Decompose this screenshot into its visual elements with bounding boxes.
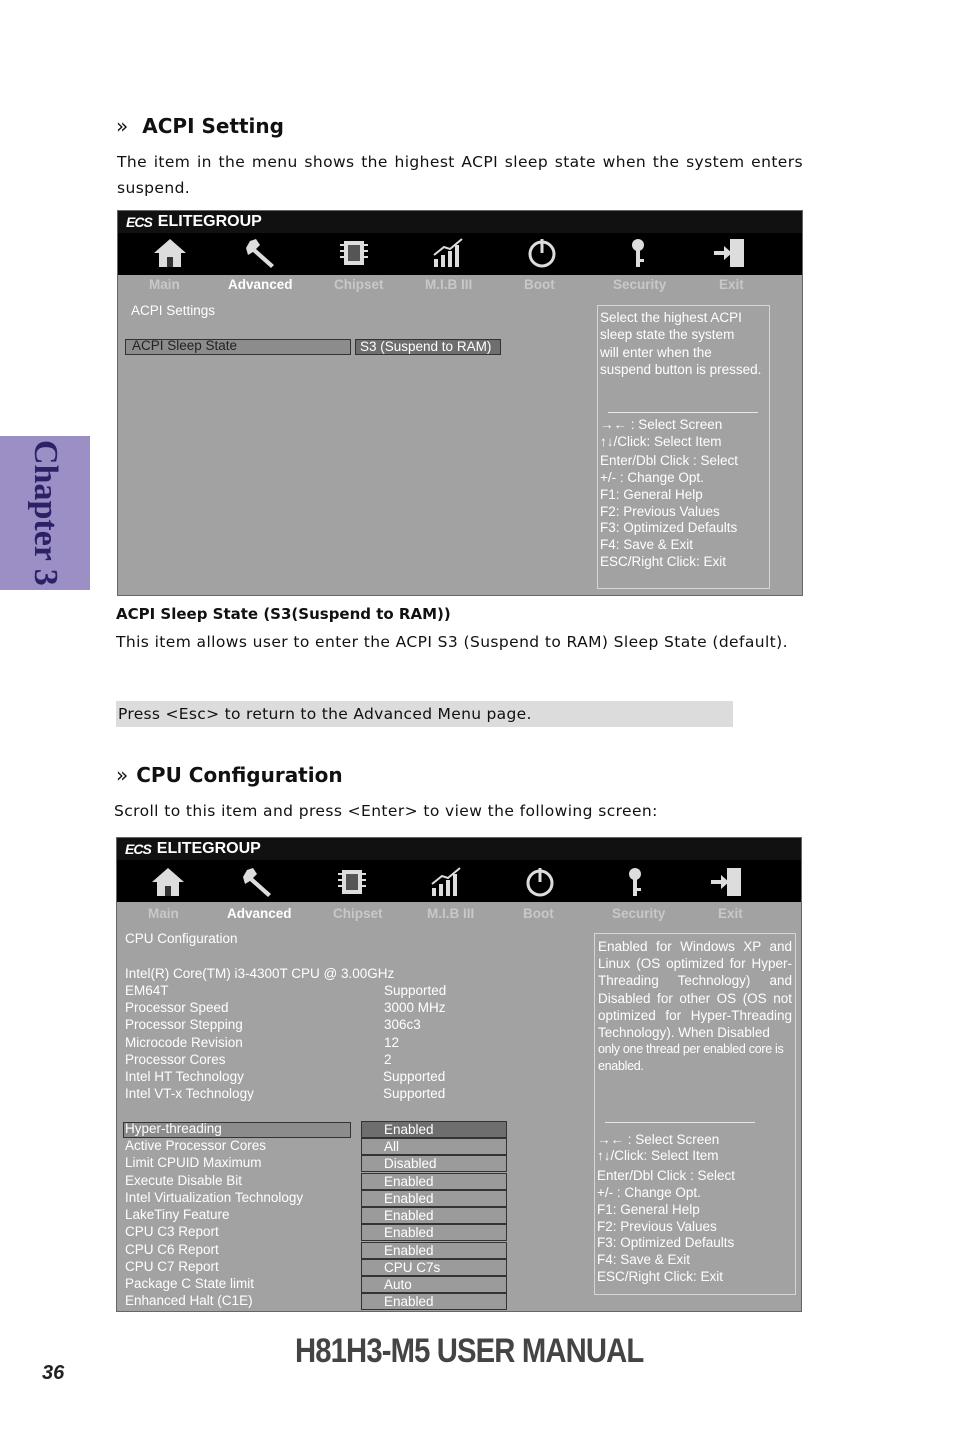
option-value[interactable]: All [361,1138,507,1155]
key-help: →← : Select Screen [600,417,723,432]
info-value: 306c3 [384,1017,421,1032]
manual-title: H81H3-M5 USER MANUAL [295,1332,644,1370]
key-help: ESC/Right Click: Exit [597,1269,724,1284]
info-value: Supported [384,983,447,998]
wrench-icon[interactable] [239,864,279,900]
help-divider [605,1122,755,1123]
key-help: F2: Previous Values [600,504,720,519]
section-title: ACPI Setting [142,114,284,138]
chart-rise-icon[interactable] [426,864,466,900]
tab-main[interactable]: Main [148,906,179,921]
option-value[interactable]: Disabled [361,1155,507,1172]
option-label: CPU C3 Report [125,1224,219,1239]
bios-topbar [118,211,802,275]
section-intro-line1: The item in the menu shows the highest ACPI sleep state when the system enters [117,153,803,171]
home-icon[interactable] [148,864,188,900]
chart-rise-icon[interactable] [428,235,468,271]
option-value[interactable]: Auto [361,1276,507,1293]
info-label: Processor Cores [125,1052,226,1067]
tab-security[interactable]: Security [612,906,666,921]
key-help: Enter/Dbl Click : Select [597,1168,736,1183]
ecs-logo: ECS [125,841,151,857]
subsection-title: ACPI Sleep State (S3(Suspend to RAM)) [116,605,451,623]
bios-menu [118,275,802,297]
key-help: F1: General Help [600,487,703,502]
subsection-text: This item allows user to enter the ACPI S3 (Suspend to RAM) Sleep State (default). [116,633,788,651]
section-acpi-heading [116,114,284,138]
key-help: ↑↓/Click: Select Item [597,1148,719,1163]
help-desc: Select the highest ACPI [600,310,742,325]
help-divider [608,412,758,413]
tab-chipset[interactable]: Chipset [333,906,383,921]
help-desc-small: only one thread per enabled core is enabled. [598,1042,784,1074]
acpi-sleep-state-value[interactable]: S3 (Suspend to RAM) [355,339,501,355]
bios-screen-acpi [117,210,803,596]
option-value[interactable]: Enabled [361,1173,507,1190]
option-value[interactable]: Enabled [361,1224,507,1241]
option-value[interactable]: Enabled [361,1242,507,1259]
option-value[interactable]: Enabled [361,1293,507,1310]
bios-screen-cpu [116,837,802,1312]
key-help: Enter/Dbl Click : Select [600,453,739,468]
note-bar: Press <Esc> to return to the Advanced Menu page. [116,701,733,727]
option-label: Enhanced Halt (C1E) [125,1293,253,1308]
key-help: F4: Save & Exit [597,1252,691,1267]
option-label: Active Processor Cores [125,1138,267,1153]
tab-exit[interactable]: Exit [719,277,744,292]
option-label: LakeTiny Feature [125,1207,230,1222]
key-help: ESC/Right Click: Exit [600,554,727,569]
key-help: F1: General Help [597,1202,700,1217]
option-label: Intel Virtualization Technology [125,1190,304,1205]
option-value[interactable]: Enabled [361,1121,507,1138]
tab-advanced[interactable]: Advanced [228,277,293,292]
info-label: Microcode Revision [125,1035,243,1050]
info-label: Processor Stepping [125,1017,243,1032]
info-value: 12 [384,1035,400,1050]
tab-main[interactable]: Main [149,277,180,292]
info-label: Intel HT Technology [125,1069,244,1084]
option-label: Hyper-threading [125,1121,222,1136]
tab-boot[interactable]: Boot [523,906,554,921]
wrench-icon[interactable] [242,235,282,271]
section-title: CPU Configuration [136,763,343,787]
key-icon[interactable] [618,235,658,271]
info-label: Processor Speed [125,1000,229,1015]
double-chevron-icon: » [116,114,129,138]
info-value: Supported [383,1069,446,1084]
help-panel [594,933,796,1295]
tab-boot[interactable]: Boot [524,277,555,292]
tab-security[interactable]: Security [613,277,667,292]
tab-mib[interactable]: M.I.B III [427,906,475,921]
option-label: Package C State limit [125,1276,255,1291]
key-help: F2: Previous Values [597,1219,717,1234]
acpi-sleep-state-label: ACPI Sleep State [132,338,238,353]
double-chevron-icon: » [116,763,129,787]
key-help: F3: Optimized Defaults [597,1235,735,1250]
brand-name: ELITEGROUP [157,213,262,230]
section-intro: Scroll to this item and press <Enter> to view the following screen: [114,802,658,820]
option-label: Execute Disable Bit [125,1173,243,1188]
help-panel [597,305,770,589]
option-value[interactable]: CPU C7s [361,1259,507,1276]
exit-door-icon[interactable] [710,235,750,271]
bios-topbar [117,838,801,902]
page-number: 36 [42,1362,65,1384]
bios-brand [126,213,262,231]
option-label: CPU C7 Report [125,1259,219,1274]
option-label: Limit CPUID Maximum [125,1155,262,1170]
power-icon[interactable] [522,235,562,271]
bios-menu [117,904,801,926]
help-desc: sleep state the system [600,327,735,342]
option-value[interactable]: Enabled [361,1190,507,1207]
section-intro-line2: suspend. [117,179,191,197]
info-value: Supported [383,1086,446,1101]
key-help: F4: Save & Exit [600,537,694,552]
info-label: Intel VT-x Technology [125,1086,254,1101]
info-value: 2 [384,1052,392,1067]
chip-icon[interactable] [334,235,374,271]
option-label: CPU C6 Report [125,1242,219,1257]
info-label: EM64T [125,983,169,998]
option-value[interactable]: Enabled [361,1207,507,1224]
key-help: →← : Select Screen [597,1132,720,1147]
help-desc: suspend button is pressed. [600,362,762,377]
exit-door-icon[interactable] [707,864,747,900]
key-help: +/- : Change Opt. [600,470,704,485]
tab-exit[interactable]: Exit [718,906,743,921]
ecs-logo: ECS [126,214,152,230]
tab-advanced[interactable]: Advanced [227,906,292,921]
key-help: +/- : Change Opt. [597,1185,701,1200]
chapter-label: Chapter 3 [27,440,64,586]
bios-heading: CPU Configuration [125,931,238,946]
bios-brand [125,840,261,858]
cpu-name: Intel(R) Core(TM) i3-4300T CPU @ 3.00GHz [125,966,395,981]
home-icon[interactable] [150,235,190,271]
power-icon[interactable] [520,864,560,900]
chip-icon[interactable] [332,864,372,900]
bios-heading: ACPI Settings [131,303,216,318]
key-help: F3: Optimized Defaults [600,520,738,535]
key-icon[interactable] [615,864,655,900]
key-help: ↑↓/Click: Select Item [600,434,722,449]
help-desc: Enabled for Windows XP and Linux (OS optimized for Hyper-Threading Technology) and Disabled for other OS (OS not optimized for Hyper-Threading Technology). When Disabled [598,939,792,1041]
tab-mib[interactable]: M.I.B III [425,277,473,292]
help-desc: will enter when the [600,345,712,360]
info-value: 3000 MHz [384,1000,446,1015]
chapter-tab [0,436,90,590]
tab-chipset[interactable]: Chipset [334,277,384,292]
brand-name: ELITEGROUP [156,840,261,857]
section-cpu-heading [116,763,343,787]
